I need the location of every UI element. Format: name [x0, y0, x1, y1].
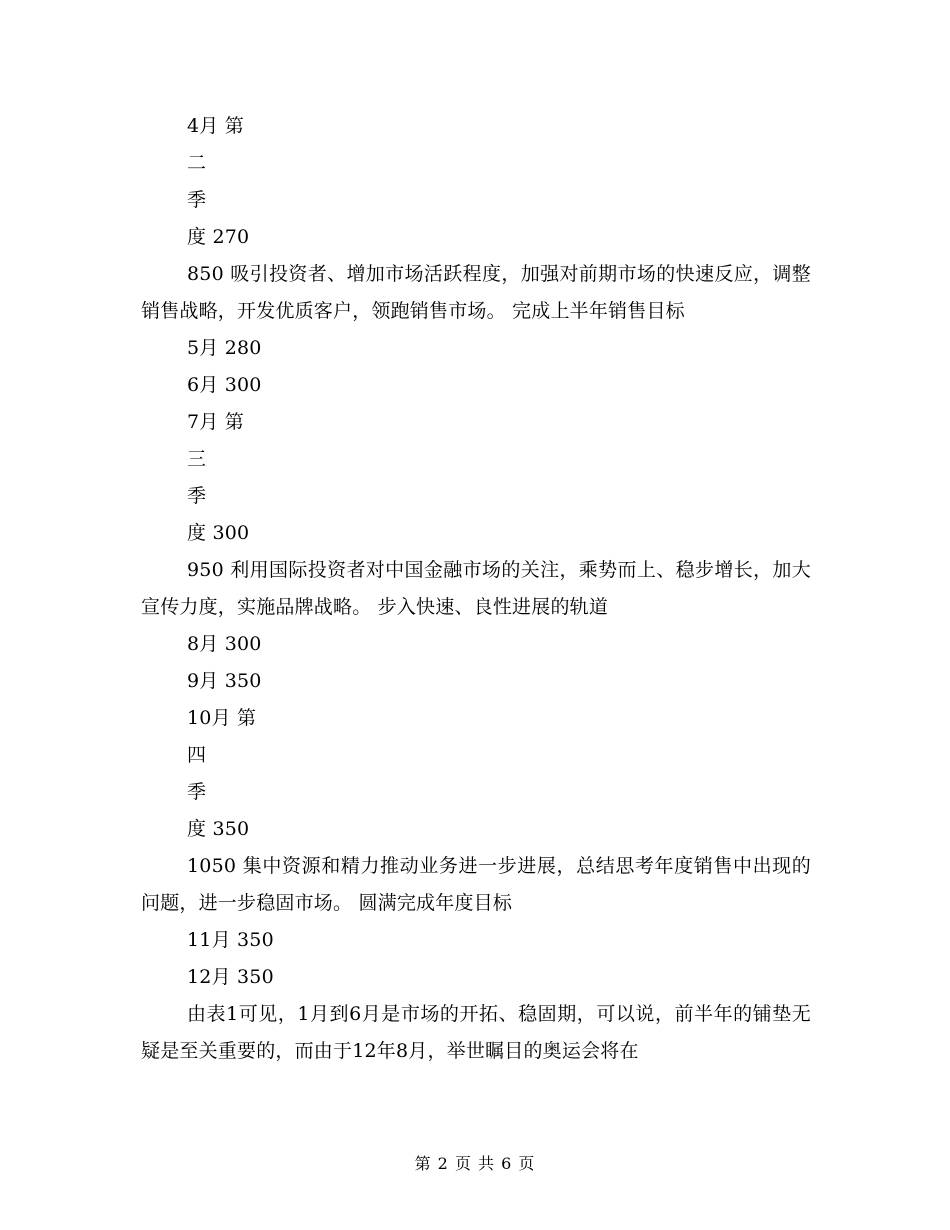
text-line: 二: [187, 152, 207, 174]
text-line: 四: [187, 744, 207, 766]
text-line: 季: [187, 189, 207, 211]
text-line: 度 350: [187, 818, 250, 840]
text-line: 度 270: [187, 226, 250, 248]
text-line: 三: [187, 448, 207, 470]
text-line: 季: [187, 485, 207, 507]
text-paragraph: 由表1可见，1月到6月是市场的开拓、稳固期，可以说，前半年的铺垫无疑是至关重要的，而由于12年8月，举世瞩目的奥运会将在: [141, 1003, 811, 1062]
text-paragraph: 950 利用国际投资者对中国金融市场的关注，乘势而上、稳步增长，加大宣传力度，实施品牌战略。 步入快速、良性进展的轨道: [141, 559, 811, 618]
text-line: 7月 第: [187, 411, 244, 433]
text-line: 度 300: [187, 522, 250, 544]
text-line: 8月 300: [187, 633, 262, 655]
text-line: 10月 第: [187, 707, 257, 729]
page-footer: 第 2 页 共 6 页: [414, 1154, 536, 1173]
document-body: [141, 108, 811, 1070]
text-paragraph: 1050 集中资源和精力推动业务进一步进展，总结思考年度销售中出现的问题，进一步稳固市场。 圆满完成年度目标: [141, 855, 811, 914]
text-line: 9月 350: [187, 670, 262, 692]
text-line: 4月 第: [187, 115, 244, 137]
text-line: 11月 350: [187, 929, 274, 951]
text-line: 12月 350: [187, 966, 274, 988]
text-paragraph: 850 吸引投资者、增加市场活跃程度，加强对前期市场的快速反应，调整销售战略，开发优质客户，领跑销售市场。 完成上半年销售目标: [141, 263, 811, 322]
text-line: 季: [187, 781, 207, 803]
text-line: 5月 280: [187, 337, 262, 359]
text-line: 6月 300: [187, 374, 262, 396]
